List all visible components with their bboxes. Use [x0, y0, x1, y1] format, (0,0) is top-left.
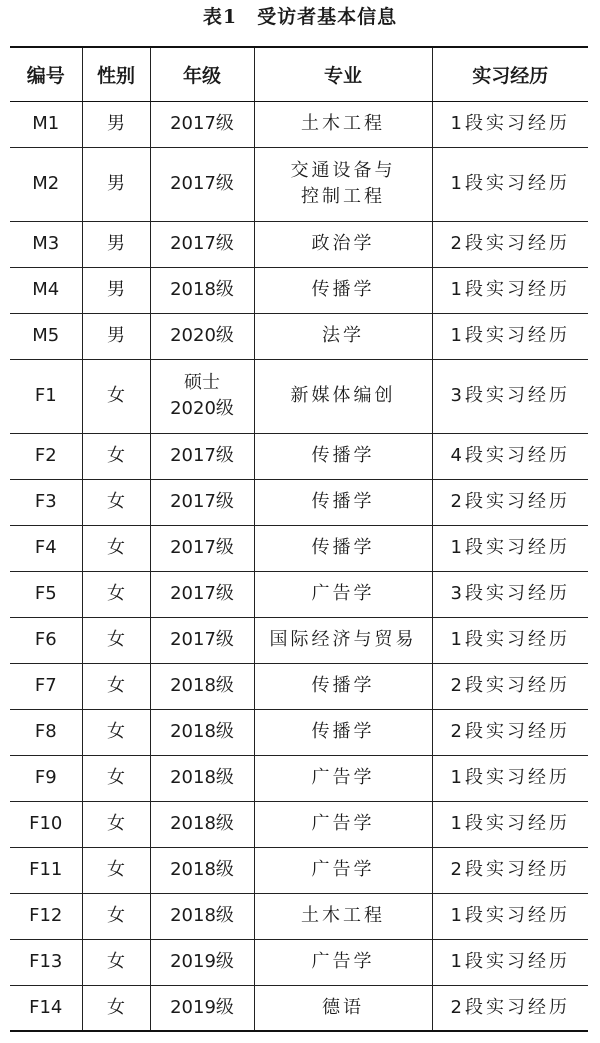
- cell-id: [10, 359, 82, 433]
- table-row: [10, 755, 588, 801]
- cell-grade: [150, 985, 254, 1031]
- cell-internship: [432, 221, 588, 267]
- cell-grade-text: 2017级: [170, 233, 234, 254]
- cell-gender: [82, 709, 150, 755]
- cell-internship: [432, 359, 588, 433]
- table-row: [10, 313, 588, 359]
- cell-gender-text: 男: [107, 113, 125, 134]
- cell-major: [254, 755, 432, 801]
- cell-gender-text: 女: [107, 767, 125, 788]
- table-row: [10, 939, 588, 985]
- cell-id-text: M1: [32, 113, 60, 134]
- cell-id: [10, 221, 82, 267]
- cell-major: [254, 709, 432, 755]
- header-grade: 年级: [150, 47, 254, 101]
- header-major: 专业: [254, 47, 432, 101]
- cell-internship: [432, 313, 588, 359]
- table-caption: 表1 受访者基本信息: [202, 6, 398, 28]
- cell-gender-text: 女: [107, 721, 125, 742]
- cell-gender-text: 女: [107, 675, 125, 696]
- cell-id-text: M5: [32, 325, 60, 346]
- header-gender: 性别: [82, 47, 150, 101]
- cell-gender-text: 男: [107, 279, 125, 300]
- cell-id: [10, 313, 82, 359]
- cell-major-text: 广告学: [311, 813, 375, 834]
- cell-gender: [82, 893, 150, 939]
- table-row: [10, 359, 588, 433]
- cell-gender: [82, 147, 150, 221]
- cell-major: [254, 617, 432, 663]
- cell-internship: [432, 571, 588, 617]
- cell-gender: [82, 939, 150, 985]
- cell-id: [10, 801, 82, 847]
- cell-internship: [432, 893, 588, 939]
- header-id: 编号: [10, 47, 82, 101]
- cell-grade: [150, 221, 254, 267]
- cell-major-text: 传播学: [311, 721, 375, 742]
- table-row: [10, 147, 588, 221]
- cell-major-text: 广告学: [311, 767, 375, 788]
- header-internship: 实习经历: [432, 47, 588, 101]
- cell-id: [10, 479, 82, 525]
- cell-grade-text: 2018级: [170, 767, 234, 788]
- cell-gender: [82, 571, 150, 617]
- table-row: [10, 893, 588, 939]
- cell-grade-text: 2018级: [170, 859, 234, 880]
- cell-id: [10, 433, 82, 479]
- cell-id-text: M3: [32, 233, 60, 254]
- cell-grade: [150, 893, 254, 939]
- cell-grade-text: 2018级: [170, 279, 234, 300]
- table-row: [10, 985, 588, 1031]
- cell-internship: [432, 267, 588, 313]
- table-row: [10, 617, 588, 663]
- cell-gender: [82, 359, 150, 433]
- cell-grade-text: 2018级: [170, 721, 234, 742]
- cell-major: [254, 221, 432, 267]
- cell-id-text: F1: [34, 385, 57, 406]
- cell-internship: [432, 801, 588, 847]
- table-row: [10, 571, 588, 617]
- cell-major-text: 传播学: [311, 537, 375, 558]
- cell-grade: [150, 313, 254, 359]
- cell-major-text: 交通设备与 控制工程: [290, 160, 396, 207]
- cell-id-text: M4: [32, 279, 60, 300]
- cell-internship-text: 2段实习经历: [450, 859, 570, 880]
- cell-grade: [150, 755, 254, 801]
- cell-id-text: F10: [29, 813, 63, 834]
- cell-internship-text: 4段实习经历: [450, 445, 570, 466]
- cell-major-text: 传播学: [311, 675, 375, 696]
- cell-internship: [432, 479, 588, 525]
- cell-major-text: 传播学: [311, 491, 375, 512]
- cell-major: [254, 433, 432, 479]
- cell-gender-text: 男: [107, 233, 125, 254]
- cell-grade-text: 2017级: [170, 583, 234, 604]
- cell-major-text: 广告学: [311, 859, 375, 880]
- cell-id-text: F12: [29, 905, 63, 926]
- cell-internship: [432, 709, 588, 755]
- cell-gender: [82, 617, 150, 663]
- cell-internship-text: 1段实习经历: [450, 951, 570, 972]
- cell-major-text: 传播学: [311, 279, 375, 300]
- cell-grade-text: 硕士 2020级: [170, 372, 234, 419]
- cell-internship: [432, 847, 588, 893]
- cell-internship: [432, 755, 588, 801]
- cell-major: [254, 479, 432, 525]
- cell-major: [254, 359, 432, 433]
- cell-id: [10, 267, 82, 313]
- cell-grade-text: 2018级: [170, 675, 234, 696]
- cell-id: [10, 893, 82, 939]
- cell-internship-text: 3段实习经历: [450, 385, 570, 406]
- table-row: [10, 433, 588, 479]
- cell-grade: [150, 525, 254, 571]
- cell-major: [254, 525, 432, 571]
- cell-id: [10, 985, 82, 1031]
- cell-id-text: F6: [34, 629, 57, 650]
- cell-major: [254, 101, 432, 147]
- cell-internship: [432, 101, 588, 147]
- cell-major-text: 德语: [322, 996, 364, 1018]
- cell-gender: [82, 847, 150, 893]
- cell-major-text: 土木工程: [301, 905, 385, 926]
- table-header-row: [10, 47, 588, 101]
- cell-gender: [82, 801, 150, 847]
- cell-grade-text: 2017级: [170, 629, 234, 650]
- cell-id: [10, 847, 82, 893]
- cell-major-text: 国际经济与贸易: [269, 629, 417, 650]
- cell-grade: [150, 663, 254, 709]
- cell-major: [254, 147, 432, 221]
- cell-internship-text: 1段实习经历: [450, 629, 570, 650]
- cell-internship: [432, 147, 588, 221]
- cell-internship-text: 1段实习经历: [450, 813, 570, 834]
- cell-major-text: 土木工程: [301, 113, 385, 134]
- cell-gender-text: 女: [107, 537, 125, 558]
- cell-id-text: F11: [29, 859, 63, 880]
- table-row: [10, 709, 588, 755]
- cell-grade: [150, 709, 254, 755]
- cell-id-text: F2: [34, 445, 57, 466]
- cell-gender: [82, 663, 150, 709]
- cell-internship-text: 2段实习经历: [450, 721, 570, 742]
- cell-grade: [150, 147, 254, 221]
- cell-major: [254, 893, 432, 939]
- cell-id-text: F14: [29, 996, 63, 1018]
- cell-internship-text: 1段实习经历: [450, 905, 570, 926]
- cell-major: [254, 939, 432, 985]
- table-row: [10, 221, 588, 267]
- cell-gender: [82, 101, 150, 147]
- cell-gender: [82, 313, 150, 359]
- cell-id-text: M2: [32, 173, 60, 194]
- cell-id: [10, 101, 82, 147]
- cell-internship-text: 3段实习经历: [450, 583, 570, 604]
- cell-id-text: F7: [34, 675, 57, 696]
- cell-internship-text: 2段实习经历: [450, 675, 570, 696]
- cell-grade: [150, 617, 254, 663]
- cell-gender-text: 女: [107, 445, 125, 466]
- cell-id-text: F8: [34, 721, 57, 742]
- cell-major-text: 广告学: [311, 583, 375, 604]
- cell-gender-text: 女: [107, 951, 125, 972]
- cell-grade: [150, 359, 254, 433]
- cell-id: [10, 147, 82, 221]
- cell-major: [254, 663, 432, 709]
- cell-internship: [432, 617, 588, 663]
- cell-grade: [150, 433, 254, 479]
- cell-grade-text: 2020级: [170, 325, 234, 346]
- cell-id-text: F13: [29, 951, 63, 972]
- cell-gender: [82, 267, 150, 313]
- table-row: [10, 847, 588, 893]
- cell-grade: [150, 267, 254, 313]
- cell-grade: [150, 847, 254, 893]
- cell-internship: [432, 433, 588, 479]
- cell-internship-text: 1段实习经历: [450, 173, 570, 194]
- cell-grade-text: 2018级: [170, 905, 234, 926]
- cell-grade: [150, 571, 254, 617]
- cell-internship: [432, 939, 588, 985]
- cell-grade-text: 2017级: [170, 537, 234, 558]
- cell-id: [10, 663, 82, 709]
- table-row: [10, 663, 588, 709]
- cell-gender-text: 女: [107, 859, 125, 880]
- cell-major: [254, 985, 432, 1031]
- cell-gender: [82, 755, 150, 801]
- cell-internship: [432, 525, 588, 571]
- cell-grade-text: 2017级: [170, 445, 234, 466]
- table-row: [10, 267, 588, 313]
- cell-grade-text: 2017级: [170, 173, 234, 194]
- cell-grade-text: 2019级: [170, 996, 234, 1018]
- cell-grade-text: 2019级: [170, 951, 234, 972]
- cell-gender-text: 女: [107, 905, 125, 926]
- cell-major-text: 法学: [322, 325, 364, 346]
- cell-gender-text: 女: [107, 629, 125, 650]
- cell-gender: [82, 479, 150, 525]
- cell-major: [254, 801, 432, 847]
- table-row: [10, 525, 588, 571]
- cell-internship-text: 1段实习经历: [450, 325, 570, 346]
- cell-grade-text: 2018级: [170, 813, 234, 834]
- cell-internship: [432, 985, 588, 1031]
- cell-gender: [82, 221, 150, 267]
- cell-internship-text: 2段实习经历: [450, 996, 570, 1018]
- cell-gender-text: 女: [107, 813, 125, 834]
- cell-id: [10, 571, 82, 617]
- cell-grade-text: 2017级: [170, 113, 234, 134]
- cell-id: [10, 939, 82, 985]
- cell-id: [10, 525, 82, 571]
- cell-grade-text: 2017级: [170, 491, 234, 512]
- cell-grade: [150, 939, 254, 985]
- cell-internship-text: 1段实习经历: [450, 537, 570, 558]
- cell-major-text: 广告学: [311, 951, 375, 972]
- cell-gender: [82, 985, 150, 1031]
- cell-grade: [150, 101, 254, 147]
- cell-major: [254, 847, 432, 893]
- cell-major-text: 新媒体编创: [290, 385, 396, 406]
- cell-gender-text: 女: [107, 996, 125, 1018]
- cell-gender-text: 女: [107, 491, 125, 512]
- cell-gender: [82, 433, 150, 479]
- cell-id: [10, 755, 82, 801]
- cell-id: [10, 617, 82, 663]
- cell-id-text: F5: [34, 583, 57, 604]
- cell-internship-text: 1段实习经历: [450, 113, 570, 134]
- cell-major-text: 政治学: [311, 233, 375, 254]
- cell-internship: [432, 663, 588, 709]
- cell-grade: [150, 801, 254, 847]
- cell-major: [254, 267, 432, 313]
- cell-major: [254, 313, 432, 359]
- table-body: [10, 101, 588, 1031]
- cell-id: [10, 709, 82, 755]
- cell-internship-text: 2段实习经历: [450, 491, 570, 512]
- cell-major-text: 传播学: [311, 445, 375, 466]
- respondents-table: [10, 46, 588, 1032]
- cell-gender-text: 女: [107, 583, 125, 604]
- table-row: [10, 479, 588, 525]
- table-row: [10, 801, 588, 847]
- cell-internship-text: 2段实习经历: [450, 233, 570, 254]
- cell-id-text: F9: [34, 767, 57, 788]
- table-row: [10, 101, 588, 147]
- cell-gender-text: 女: [107, 385, 125, 406]
- cell-internship-text: 1段实习经历: [450, 767, 570, 788]
- cell-id-text: F3: [34, 491, 57, 512]
- cell-gender-text: 男: [107, 325, 125, 346]
- cell-major: [254, 571, 432, 617]
- cell-grade: [150, 479, 254, 525]
- cell-internship-text: 1段实习经历: [450, 279, 570, 300]
- cell-gender-text: 男: [107, 173, 125, 194]
- cell-id-text: F4: [34, 537, 57, 558]
- cell-gender: [82, 525, 150, 571]
